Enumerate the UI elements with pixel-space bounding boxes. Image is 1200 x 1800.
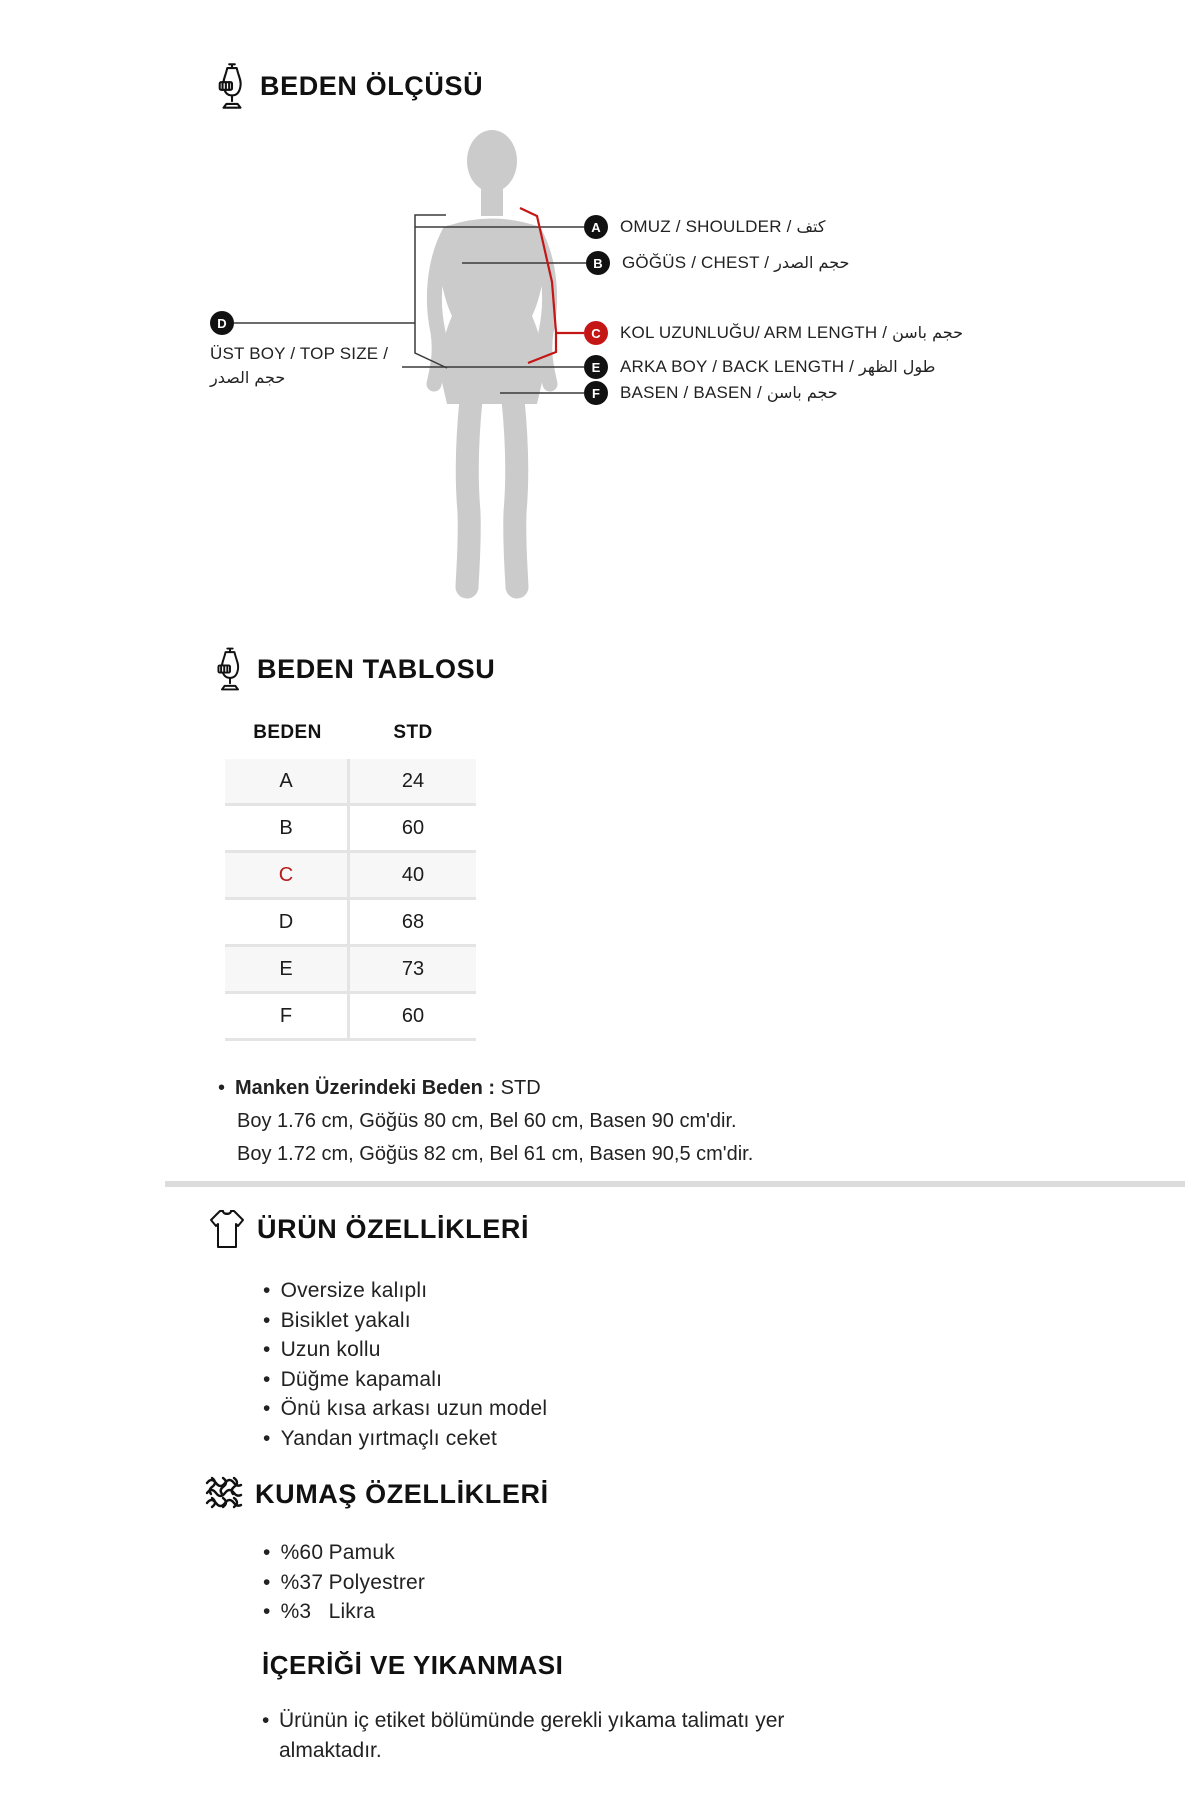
table-row: A 24 xyxy=(225,759,476,806)
label-top-size: ÜST BOY / TOP SIZE / حجم الصدر xyxy=(210,344,389,387)
list-item: • Önü kısa arkası uzun model xyxy=(263,1394,547,1424)
section-title: BEDEN TABLOSU xyxy=(257,653,496,684)
label-shoulder: OMUZ / SHOULDER / كتف xyxy=(620,217,826,236)
label-chest: GÖĞÜS / CHEST / حجم الصدر xyxy=(622,253,850,272)
care-note: • Ürünün iç etiket bölümünde gerekli yıkama talimatı yer almaktadır. xyxy=(262,1706,872,1766)
care-title: İÇERİĞİ VE YIKANMASI xyxy=(262,1650,564,1680)
list-item: • Yandan yırtmaçlı ceket xyxy=(263,1424,547,1454)
size-table-header xyxy=(214,646,495,692)
table-row: B 60 xyxy=(225,806,476,853)
label-back-length: ARKA BOY / BACK LENGTH / طول الظهر xyxy=(620,357,936,376)
badge-D: D xyxy=(210,311,234,335)
list-item: • %60 Pamuk xyxy=(263,1538,425,1568)
size-table xyxy=(225,722,476,1041)
badge-B: B xyxy=(586,251,610,275)
badge-F: F xyxy=(584,381,608,405)
list-item: • %37 Polyestrer xyxy=(263,1568,425,1598)
model-measurements-line: Boy 1.76 cm, Göğüs 80 cm, Bel 60 cm, Basen 90 cm'dir. xyxy=(237,1110,737,1132)
list-item: • %3 Likra xyxy=(263,1597,425,1627)
weave-icon xyxy=(204,1474,244,1514)
badge-C: C xyxy=(584,321,608,345)
product-features-list xyxy=(263,1276,547,1453)
badge-E: E xyxy=(584,355,608,379)
table-row: E 73 xyxy=(225,947,476,994)
list-item: • Uzun kollu xyxy=(263,1335,547,1365)
dressform-icon xyxy=(214,646,246,692)
fabric-features-header xyxy=(204,1474,549,1514)
section-divider xyxy=(165,1181,1185,1187)
badge-A: A xyxy=(584,215,608,239)
model-measurements-line: Boy 1.72 cm, Göğüs 82 cm, Bel 61 cm, Basen 90,5 cm'dir. xyxy=(237,1143,754,1165)
body-measurement-diagram xyxy=(0,0,1200,630)
list-item: • Oversize kalıplı xyxy=(263,1276,547,1306)
table-row: C 40 xyxy=(225,853,476,900)
model-size-info xyxy=(218,1072,753,1171)
list-item: • Bisiklet yakalı xyxy=(263,1306,547,1336)
label-arm-length: KOL UZUNLUĞU/ ARM LENGTH / حجم باسن xyxy=(620,323,963,342)
list-item: • Düğme kapamalı xyxy=(263,1365,547,1395)
table-row: D 68 xyxy=(225,900,476,947)
section-title: KUMAŞ ÖZELLİKLERİ xyxy=(255,1478,549,1509)
label-basen: BASEN / BASEN / حجم باسن xyxy=(620,383,838,402)
size-table-head xyxy=(225,722,476,744)
column-header-std: STD xyxy=(393,722,433,743)
section-title: ÜRÜN ÖZELLİKLERİ xyxy=(257,1213,530,1244)
column-header-beden: BEDEN xyxy=(253,722,322,743)
tshirt-icon xyxy=(208,1208,246,1250)
product-features-header xyxy=(208,1208,529,1250)
fabric-composition-list xyxy=(263,1538,425,1627)
section-title: BEDEN ÖLÇÜSÜ xyxy=(260,70,484,101)
model-size-heading: • Manken Üzerindeki Beden : STD xyxy=(218,1072,753,1105)
table-row: F 60 xyxy=(225,994,476,1041)
